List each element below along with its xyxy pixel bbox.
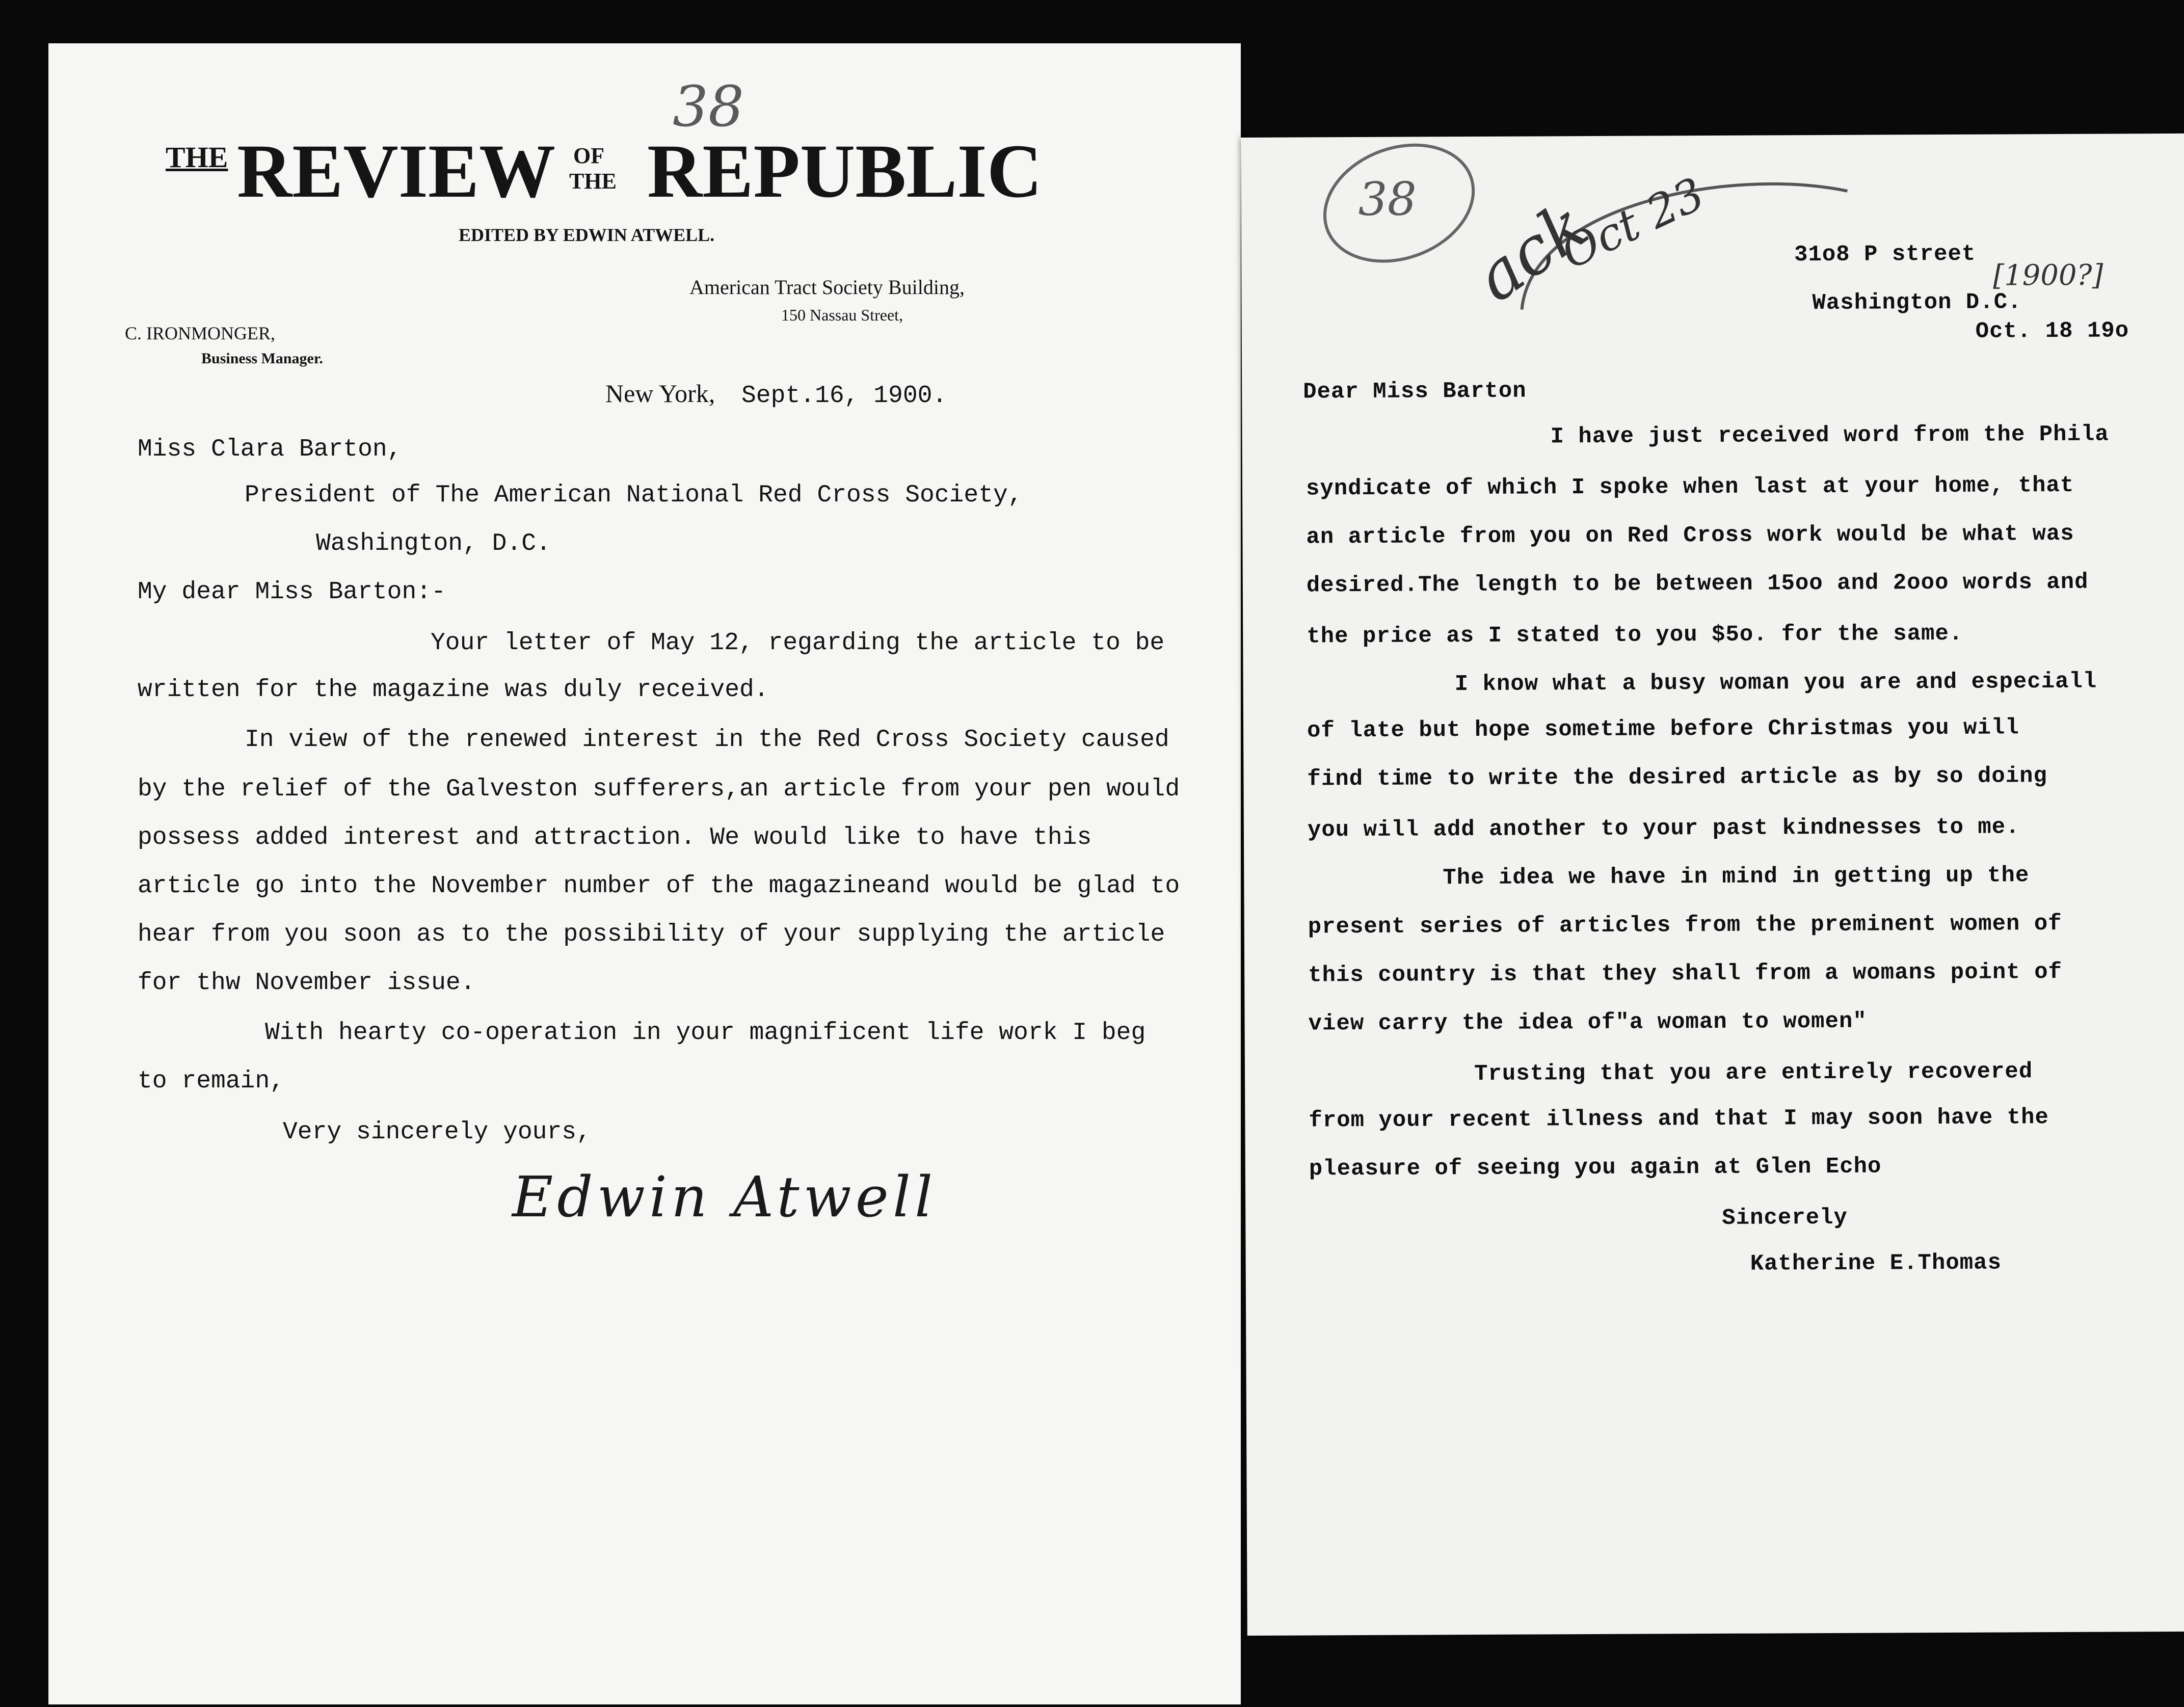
body-line: hear from you soon as to the possibility of your supplying the article bbox=[138, 921, 1165, 948]
body-line: you will add another to your past kindnesses to me. bbox=[1307, 814, 2020, 843]
body-line: In view of the renewed interest in the Red Cross Society caused bbox=[245, 726, 1169, 754]
body-line: this country is that they shall from a womans point of bbox=[1308, 959, 2063, 989]
letterhead-edited-by: EDITED BY EDWIN ATWELL. bbox=[459, 225, 715, 245]
body-line: written for the magazine was duly received. bbox=[138, 676, 769, 704]
archive-number: 38 bbox=[673, 74, 744, 139]
year-annotation: [1900?] bbox=[1993, 258, 2103, 292]
body-line: find time to write the desired article as by so doing bbox=[1307, 763, 2048, 792]
acknowledged-date-annotation: Oct 23 bbox=[1553, 167, 1713, 280]
left-letter-page bbox=[48, 43, 1241, 1704]
closing: Very sincerely yours, bbox=[283, 1118, 591, 1146]
body-line: possess added interest and attraction. We would like to have this bbox=[138, 824, 1092, 851]
signature: Edwin Atwell bbox=[512, 1164, 937, 1230]
body-line: of late but hope sometime before Christmas you will bbox=[1307, 715, 2019, 744]
letter-date: Sept.16, 1900. bbox=[741, 382, 947, 410]
body-line: by the relief of the Galveston sufferers,an article from your pen would bbox=[138, 776, 1180, 803]
letterhead-republic: REPUBLIC bbox=[647, 129, 1043, 214]
addressee-line: President of The American National Red Cross Society, bbox=[245, 482, 1023, 509]
addressee-line: Washington, D.C. bbox=[316, 530, 551, 557]
addressee-line: Miss Clara Barton, bbox=[138, 436, 402, 463]
body-line: from your recent illness and that I may soon have the bbox=[1309, 1105, 2049, 1134]
business-manager-title: Business Manager. bbox=[201, 350, 323, 367]
body-line: article go into the November number of the magazineand would be glad to bbox=[138, 872, 1180, 900]
body-line: view carry the idea of"a woman to women" bbox=[1308, 1008, 1867, 1037]
letterhead-the: THE bbox=[166, 141, 228, 174]
closing: Sincerely bbox=[1722, 1205, 1848, 1231]
letterhead-the-small: THE bbox=[569, 169, 617, 194]
body-line: With hearty co-operation in your magnificent life work I beg bbox=[265, 1019, 1146, 1047]
acknowledged-annotation: ack bbox=[1461, 186, 1602, 317]
body-line: The idea we have in mind in getting up the bbox=[1443, 863, 2030, 891]
sender-address-city: Washington D.C. bbox=[1812, 289, 2022, 316]
sender-address-street: 31o8 P street bbox=[1794, 241, 1976, 268]
right-letter-page bbox=[1241, 134, 2184, 1636]
body-line: for thw November issue. bbox=[138, 969, 475, 997]
business-manager-name: C. IRONMONGER, bbox=[125, 323, 276, 343]
body-line: an article from you on Red Cross work would be what was bbox=[1306, 521, 2074, 550]
body-line: desired.The length to be between 15oo and 2ooo words and bbox=[1306, 569, 2089, 599]
letter-place: New York, bbox=[605, 379, 715, 408]
body-line: I know what a busy woman you are and especiall bbox=[1454, 669, 2097, 698]
body-line: syndicate of which I spoke when last at your home, that bbox=[1306, 472, 2074, 502]
letterhead-of: OF bbox=[573, 143, 605, 168]
body-line: Your letter of May 12, regarding the article to be bbox=[431, 629, 1165, 657]
body-line: I have just received word from the Phila bbox=[1550, 421, 2109, 450]
body-line: to remain, bbox=[138, 1068, 285, 1095]
letterhead-street: 150 Nassau Street, bbox=[781, 306, 903, 324]
letter-date: Oct. 18 19o bbox=[1975, 318, 2129, 344]
body-line: present series of articles from the preminent women of bbox=[1308, 911, 2062, 940]
salutation: My dear Miss Barton:- bbox=[138, 578, 446, 606]
signature: Katherine E.Thomas bbox=[1750, 1250, 2002, 1277]
archive-number: 38 bbox=[1358, 172, 1417, 226]
body-line: Trusting that you are entirely recovered bbox=[1474, 1059, 2033, 1087]
salutation: Dear Miss Barton bbox=[1303, 378, 1527, 405]
letterhead-review: REVIEW bbox=[237, 129, 556, 214]
body-line: pleasure of seeing you again at Glen Echo bbox=[1309, 1154, 1882, 1182]
letterhead-building: American Tract Society Building, bbox=[689, 276, 965, 299]
body-line: the price as I stated to you $5o. for the same. bbox=[1307, 621, 1963, 650]
